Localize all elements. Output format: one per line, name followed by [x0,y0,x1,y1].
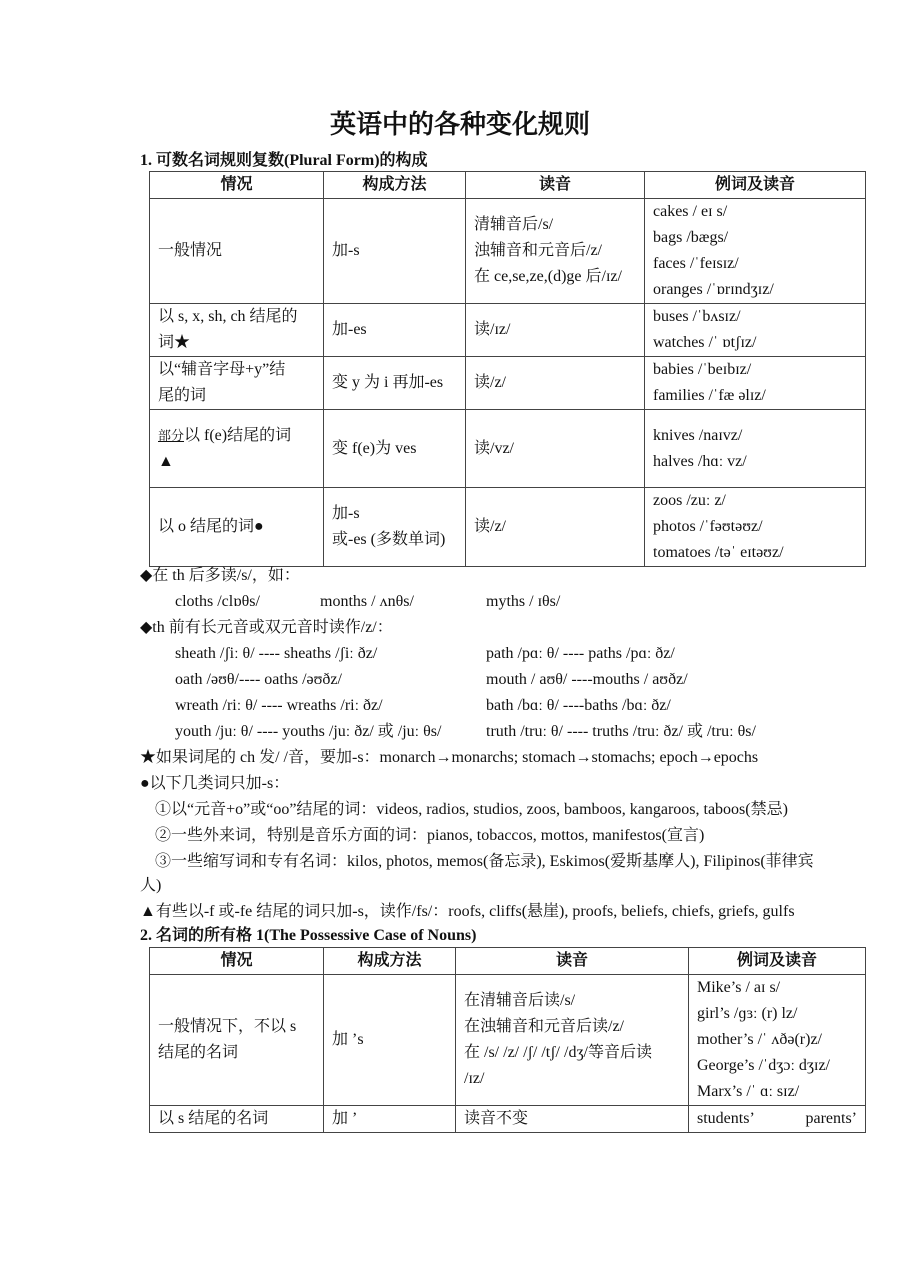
note-item: 人) [140,877,162,894]
table-row [150,304,866,357]
note-example: truth /truː θ/ ---- truths /truː ðz/ 或 /truː θs/ [486,723,756,740]
example-text: girl’s /ɡɜː (r) lz/ [697,1005,798,1022]
sound-text: 在 ce,se,ze,(d)ge 后/ɪz/ [474,268,622,285]
example-text: buses /ˈbʌsɪz/ [653,308,741,325]
example-text: zoos /zuː z/ [653,492,726,509]
plural-table [149,171,866,567]
table-row [150,488,866,567]
case-text: 以 s 结尾的名词 [158,1110,269,1127]
method-text: 变 f(e)为 ves [332,439,417,457]
method-text: 加 ’s [332,1031,364,1048]
method-text: 或-es (多数单词) [332,531,446,548]
example-text: Mike’s / aɪ s/ [697,979,781,996]
possessive-table [149,947,866,1133]
case-text: 以“辅音字母+y”结 [158,361,286,378]
table-row [150,410,866,488]
header-sound: 读音 [466,172,645,199]
note-f-fe: ▲有些以-f 或-fe 结尾的词只加-s，读作/fs/：roofs, cliffs(悬崖), proofs, beliefs, chiefs, griefs, gulfs [140,903,795,920]
case-text: 以 o 结尾的词● [158,518,264,535]
note-item: ②一些外来词，特别是音乐方面的词：pianos, tobaccos, mottos, manifestos(宣言) [155,827,705,844]
example-text: tomatoes /təˈ eɪtəʊz/ [653,544,784,561]
note-example: bath /bɑː θ/ ----baths /bɑː ðz/ [486,697,671,714]
example-text: mother’s /ˈ ʌðə(r)z/ [697,1031,822,1048]
sound-text: 在浊辅音和元音后读/z/ [464,1018,624,1035]
section-heading-plural: 1. 可数名词规则复数(Plural Form)的构成 [140,152,428,169]
header-examples: 例词及读音 [689,948,866,975]
example-text: babies /ˈbeɪbɪz/ [653,361,752,378]
header-examples: 例词及读音 [645,172,866,199]
sound-text: /ɪz/ [464,1070,485,1087]
header-case: 情况 [150,172,324,199]
example-text: Marx’s /ˈ ɑː sɪz/ [697,1083,800,1100]
note-example: cloths /clɒθs/ [175,593,260,610]
sound-text: 读/vz/ [474,439,514,457]
triangle-icon: ▲ [158,452,174,470]
header-sound: 读音 [456,948,689,975]
note-example: path /pɑː θ/ ---- paths /pɑː ðz/ [486,645,675,662]
note-th-s: ◆在 th 后多读/s/，如： [140,567,300,584]
case-text: 尾的词 [158,387,207,404]
case-text: 一般情况下，不以 s [158,1018,297,1035]
header-method: 构成方法 [324,948,456,975]
note-example: youth /juː θ/ ---- youths /juː ðz/ 或 /juː θs/ [175,723,442,740]
example-text: photos /ˈfəʊtəʊz/ [653,518,763,535]
note-ch: ★如果词尾的 ch 发/ /音，要加-s：monarch→monarchs; stomach→stomachs; epoch→epochs [140,749,759,766]
case-text: 结尾的名词 [158,1044,239,1061]
method-text: 加-s [332,505,360,522]
case-text: 一般情况 [158,242,223,259]
note-example: sheath /ʃiː θ/ ---- sheaths /ʃiː ðz/ [175,645,378,662]
method-text: 加-s [332,242,360,259]
table-row [150,199,866,304]
sound-text: 读/ɪz/ [474,321,511,338]
table-row [150,357,866,410]
case-prefix: 部分 [158,427,185,443]
sound-text: 读/z/ [474,374,506,391]
example-text: faces /ˈfeɪsɪz/ [653,255,739,272]
case-text: 以 f(e)结尾的词 [184,426,292,444]
note-item: ③一些缩写词和专有名词：kilos, photos, memos(备忘录), Eskimos(爱斯基摩人), Filipinos(菲律宾 [155,853,814,870]
table-row [150,975,866,1106]
note-example: months / ʌnθs/ [320,593,414,610]
note-example: myths / ɪθs/ [486,593,561,610]
header-case: 情况 [150,948,324,975]
method-text: 变 y 为 i 再加-es [332,374,444,391]
section-heading-possessive: 2. 名词的所有格 1(The Possessive Case of Nouns) [140,927,477,944]
example-text: knives /naɪvz/ [653,426,743,444]
example-text: bags /bægs/ [653,229,729,246]
note-example: oath /əʊθ/---- oaths /əʊðz/ [175,671,342,688]
method-text: 加-es [332,321,367,338]
example-text: cakes / eɪ s/ [653,203,728,220]
sound-text: 在清辅音后读/s/ [464,992,576,1009]
page-title: 英语中的各种变化规则 [329,110,590,139]
sound-text: 读音不变 [464,1110,529,1127]
note-only-s: ●以下几类词只加-s： [140,775,290,792]
sound-text: 浊辅音和元音后/z/ [474,242,602,259]
sound-text: 清辅音后/s/ [474,216,554,233]
example-text: watches /ˈ ɒtʃɪz/ [653,334,757,351]
note-example: mouth / aʊθ/ ----mouths / aʊðz/ [486,671,688,688]
note-item: ①以“元音+o”或“oo”结尾的词：videos, radios, studios, zoos, bamboos, kangaroos, taboos(禁忌) [155,801,788,818]
table-row [150,1106,866,1133]
example-text: halves /hɑː vz/ [653,452,747,470]
header-method: 构成方法 [324,172,466,199]
sound-text: 读/z/ [474,518,506,535]
example-text: George’s /ˈdʒɔː dʒɪz/ [697,1057,830,1074]
example-text: oranges /ˈɒrɪndʒɪz/ [653,281,774,298]
case-text: 词★ [158,334,191,351]
note-th-z: ◆th 前有长元音或双元音时读作/z/： [140,619,393,636]
note-example: wreath /riː θ/ ---- wreaths /riː ðz/ [175,697,383,714]
example-text: families /ˈfæ əlɪz/ [653,387,766,404]
case-text: 以 s, x, sh, ch 结尾的 [158,308,298,325]
example-text: students’ [697,1110,755,1127]
sound-text: 在 /s/ /z/ /ʃ/ /tʃ/ /dʒ/等音后读 [464,1044,652,1061]
method-text: 加 ’ [332,1110,358,1127]
example-text: parents’ [805,1110,857,1127]
